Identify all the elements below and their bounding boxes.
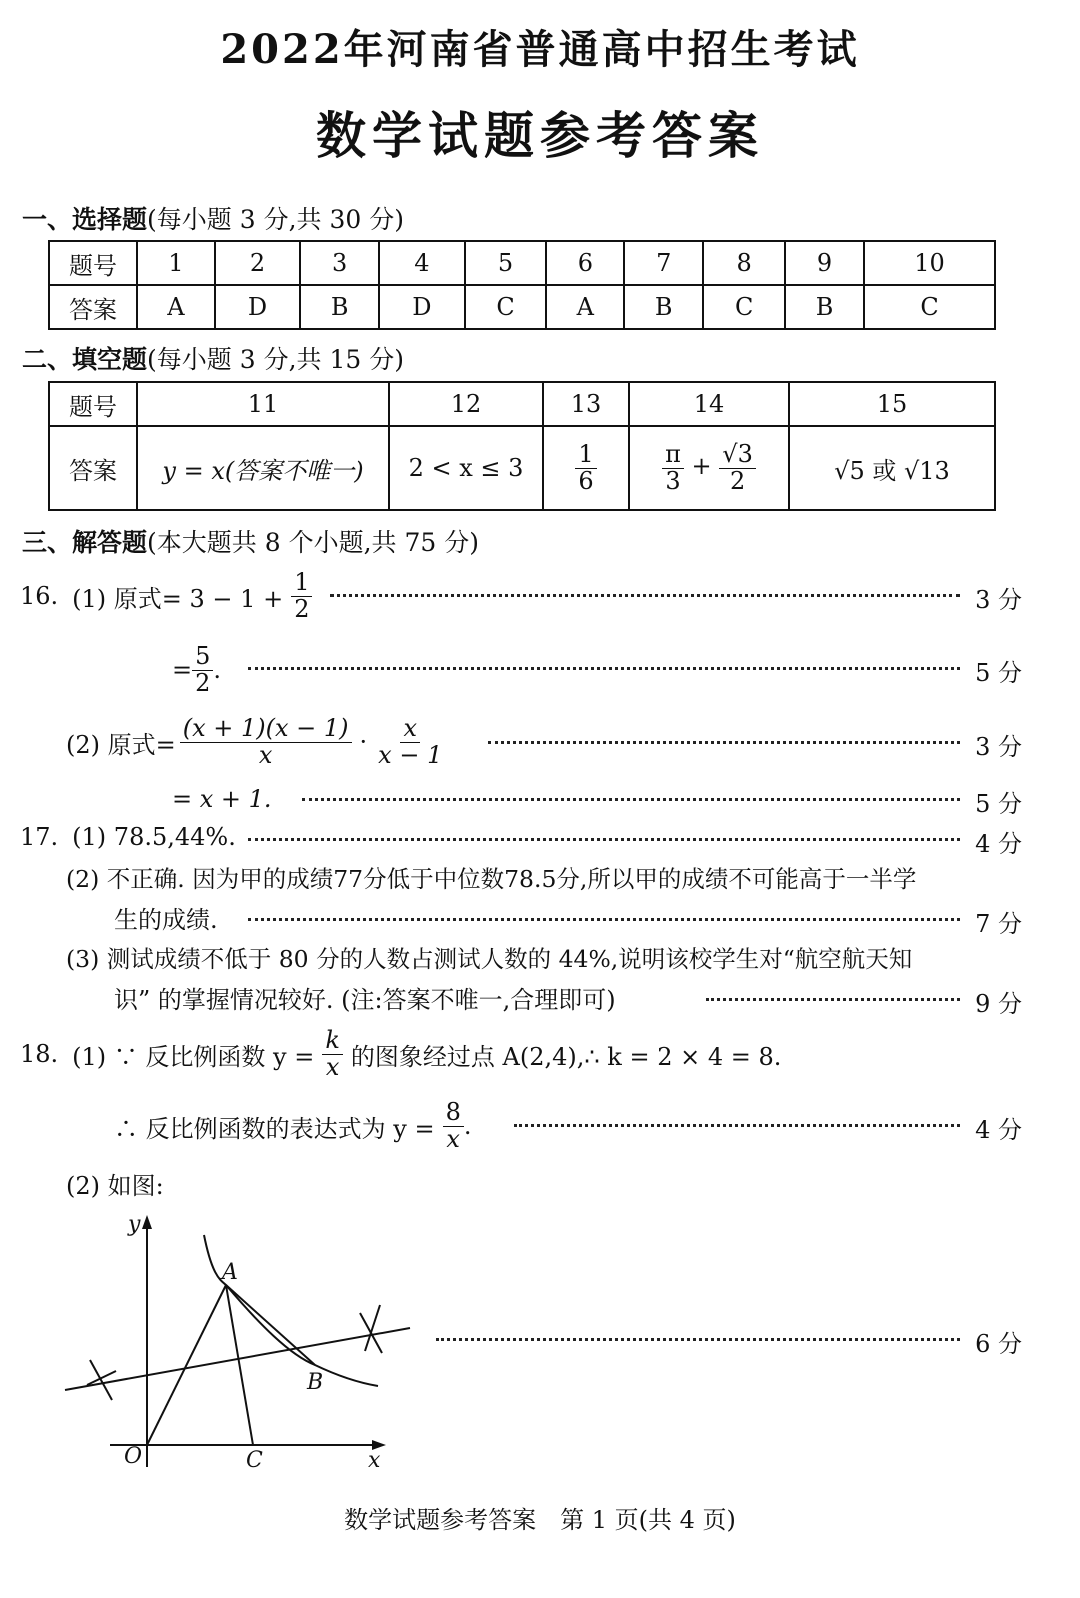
q17-part3-line2: 识” 的掌握情况较好. (注:答案不唯一,合理即可) [114,985,616,1014]
row-label-question: 题号 [49,382,137,426]
section3-title: 三、解答题 [22,528,148,557]
answer-cell: D [215,285,300,329]
q18-part2: (2) 如图: [66,1171,164,1200]
fraction-numerator: 1 [575,442,596,468]
question-cell: 3 [300,241,379,285]
dot-leader [330,594,960,597]
dot-leader [248,667,960,670]
dot-leader [706,998,960,1001]
question-cell: 10 [864,241,995,285]
dot-leader [436,1338,960,1341]
score: 9 分 [975,990,1022,1018]
question-cell: 9 [785,241,864,285]
fraction-numerator: k [322,1028,343,1054]
dot-leader [514,1124,960,1127]
fraction-denominator: 2 [195,668,211,697]
section1-title: 一、选择题 [22,205,148,234]
expression-text: ∴ 反比例函数的表达式为 y = [114,1114,435,1143]
expression-text: 的图象经过点 A(2,4),∴ k = 2 × 4 = 8. [350,1042,782,1071]
period: . [463,1112,472,1140]
score: 3 分 [975,586,1022,614]
fraction-denominator: 6 [578,466,594,495]
question-cell: 8 [703,241,785,285]
answer-cell: B [785,285,864,329]
fraction-denominator: 2 [729,466,746,495]
expression-text: (1) ∵ 反比例函数 y = [72,1042,315,1071]
row-label-question: 题号 [49,241,137,285]
score: 3 分 [975,733,1022,761]
score: 4 分 [975,830,1022,858]
answer-13 [543,426,629,510]
q16-part2-result [172,784,272,814]
question-cell: 14 [629,382,789,426]
answer-text: (1) 78.5,44%. [72,823,236,851]
score: 5 分 [975,790,1022,818]
page-title: 2022年河南省普通高中招生考试 [220,26,860,73]
answer-cell: A [546,285,624,329]
q18-part1 [20,1024,781,1084]
score: 5 分 [975,659,1022,687]
section2-heading [22,340,404,376]
period: . [213,656,222,684]
q17-part2-line1: (2) 不正确. 因为甲的成绩77分低于中位数78.5分,所以甲的成绩不可能高于一半学 [66,865,917,893]
label-O: O [124,1444,143,1469]
arc-mark-left [90,1360,112,1400]
y-axis-arrow [142,1215,152,1229]
question-cell: 6 [546,241,624,285]
fraction-numerator: 8 [443,1100,464,1126]
page-subtitle: 数学试题参考答案 [316,106,764,165]
fraction-numerator: 1 [291,570,312,596]
page-footer: 数学试题参考答案 第 1 页(共 4 页) [344,1506,736,1534]
q16-part2 [66,710,445,774]
answer-11: y = x(答案不唯一) [137,426,389,510]
question-number: 18. [20,1040,59,1068]
q16-part1 [20,566,312,626]
answer-15: √5 或 √13 [789,426,995,510]
answer-cell: A [137,285,215,329]
section1-heading [22,200,404,236]
fraction-denominator: 2 [294,594,310,623]
question-cell: 12 [389,382,543,426]
plus-sign: + [691,452,712,481]
segment-OA [147,1285,226,1445]
question-cell: 5 [465,241,547,285]
fraction-numerator: (x + 1)(x − 1) [180,716,352,742]
answer-14 [629,426,789,510]
question-cell: 15 [789,382,995,426]
dot-leader [248,918,960,921]
question-cell: 11 [137,382,389,426]
label-B: B [307,1370,324,1395]
label-C: C [246,1448,263,1473]
dot-leader [488,741,960,744]
fraction-numerator: x [400,716,420,742]
section3-heading [22,523,479,559]
q16-part1-result [172,640,221,700]
answer-12: 2 < x ≤ 3 [389,426,543,510]
fill-blank-answer-table [48,381,996,511]
answer-cell: D [379,285,464,329]
label-A: A [222,1260,238,1285]
choice-answer-table [48,240,996,330]
label-x: x [368,1448,381,1473]
q17-part1 [20,822,236,852]
label-y: y [128,1212,141,1237]
score: 7 分 [975,910,1022,938]
answer-cell: B [300,285,379,329]
answer-cell: C [864,285,995,329]
section1-note: (每小题 3 分,共 30 分) [147,205,404,234]
question-cell: 2 [215,241,300,285]
question-cell: 13 [543,382,629,426]
fraction-numerator: 5 [192,644,213,670]
q18-part1-conclusion [114,1096,471,1156]
question-cell: 4 [379,241,464,285]
answer-cell: C [703,285,785,329]
dot-leader [248,838,960,841]
section2-title: 二、填空题 [22,345,148,374]
fraction-denominator: x [446,1124,460,1153]
expression-text: (1) 原式= 3 − 1 + [72,584,284,613]
row-label-answer: 答案 [49,426,137,510]
score: 4 分 [975,1116,1022,1144]
expression-text: = x + 1. [172,785,272,813]
q17-part2-line2: 生的成绩. [114,905,218,934]
equals-sign: = [172,656,193,684]
fraction-numerator: π [662,442,684,468]
question-number: 17. [20,823,59,851]
fraction-numerator: √3 [719,442,756,468]
answer-cell: C [465,285,547,329]
question-cell: 1 [137,241,215,285]
fraction-denominator: 3 [665,466,681,495]
score: 6 分 [975,1330,1022,1358]
question-cell: 7 [624,241,703,285]
question-number: 16. [20,582,59,610]
multiply-dot: · [359,728,368,756]
dot-leader [302,798,960,801]
expression-text: (2) 原式= [66,730,176,759]
fraction-denominator: x [258,740,273,769]
segment-AC [226,1285,253,1445]
q17-part3-line1: (3) 测试成绩不低于 80 分的人数占测试人数的 44%,说明该校学生对“航空航天知 [66,945,913,973]
answer-cell: B [624,285,703,329]
row-label-answer: 答案 [49,285,137,329]
fraction-denominator: x − 1 [378,740,443,769]
q18-diagram [60,1205,420,1475]
section3-note: (本大题共 8 个小题,共 75 分) [147,528,479,557]
fraction-denominator: x [325,1052,340,1081]
section2-note: (每小题 3 分,共 15 分) [147,345,404,374]
